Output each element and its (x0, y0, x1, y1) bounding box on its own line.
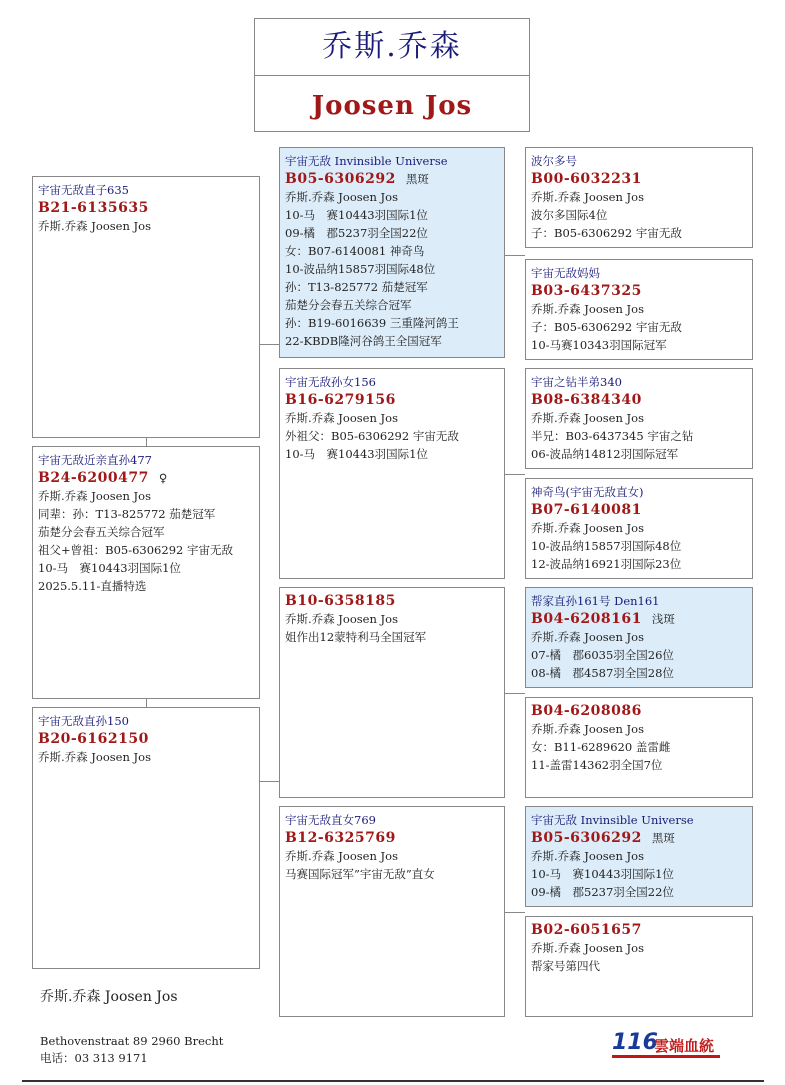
ring-number: B07-6140081 (531, 502, 642, 518)
ring-number-row (531, 391, 747, 409)
logo-underline (612, 1055, 720, 1058)
ring-number: B16-6279156 (285, 392, 396, 408)
connector (504, 474, 525, 475)
pedigree-box-dam (279, 806, 505, 1017)
bird-title: 波尔多号 (531, 154, 577, 168)
ring-number: B20-6162150 (38, 731, 149, 747)
pedigree-box-ggd-4 (525, 478, 753, 579)
connector (259, 781, 279, 782)
connector (504, 693, 525, 694)
bottom-divider (22, 1080, 764, 1082)
bird-detail: 07-橘 郡6035羽全国26位 (531, 648, 674, 662)
bird-detail: 09-橘 郡5237羽全国22位 (285, 226, 428, 240)
bird-detail: 10-马 赛10443羽国际1位 (38, 561, 181, 575)
ring-number-row (531, 610, 747, 628)
bird-detail: 2025.5.11-直播特选 (38, 579, 147, 593)
ring-number: B00-6032231 (531, 171, 642, 187)
bird-detail: 乔斯.乔森 Joosen Jos (531, 521, 644, 535)
pedigree-box-ggd-8 (525, 916, 753, 1017)
ring-suffix: 黑斑 (405, 172, 429, 186)
bird-detail: 11-盖雷14362羽全国7位 (531, 758, 663, 772)
connector (259, 344, 279, 345)
ring-number: B24-6200477 (38, 470, 149, 486)
bird-detail: 06-波品纳14812羽国际冠军 (531, 447, 679, 461)
ring-number-row (285, 391, 499, 409)
bird-title: 宇宙无敌直子635 (38, 183, 129, 197)
bird-detail: 姐作出12蒙特利马全国冠军 (285, 630, 427, 644)
bird-title: 宇宙无敌直女769 (285, 813, 376, 827)
bird-detail: 乔斯.乔森 Joosen Jos (285, 612, 398, 626)
pedigree-box-subject-dam (32, 707, 260, 969)
bird-title: 神奇鸟(宇宙无敌直女) (531, 485, 644, 499)
pedigree-box-ggs-3 (525, 368, 753, 469)
ring-number-row (531, 282, 747, 300)
bird-detail: 波尔多国际4位 (531, 208, 608, 222)
pedigree-box-sire-dam (279, 368, 505, 579)
bird-detail: 女：B11-6289620 盖雷雌 (531, 740, 671, 754)
connector (146, 698, 147, 707)
ring-number: B08-6384340 (531, 392, 642, 408)
header-name-en: Joosen Jos (311, 91, 473, 121)
bird-detail: 乔斯.乔森 Joosen Jos (531, 630, 644, 644)
bird-detail: 子：B05-6306292 宇宙无敌 (531, 320, 682, 334)
ring-number-row (531, 170, 747, 188)
ring-suffix: 黑斑 (651, 831, 675, 845)
bird-detail: 10-马 赛10443羽国际1位 (285, 447, 428, 461)
pedigree-header (254, 18, 530, 132)
bird-detail: 乔斯.乔森 Joosen Jos (285, 411, 398, 425)
bird-detail: 帮家号第四代 (531, 959, 600, 973)
ring-number: B04-6208086 (531, 703, 642, 719)
bird-detail: 乔斯.乔森 Joosen Jos (38, 489, 151, 503)
bird-title: 宇宙无敌直孙150 (38, 714, 129, 728)
bird-detail: 马赛国际冠军”宇宙无敌”直女 (285, 867, 435, 881)
pedigree-box-ggd-2 (525, 259, 753, 360)
ring-number-row (531, 702, 747, 720)
bird-detail: 10-波品纳15857羽国际48位 (531, 539, 682, 553)
ring-number: B04-6208161 (531, 611, 642, 627)
ring-number: B21-6135635 (38, 200, 149, 216)
bird-detail: 08-橘 郡4587羽全国28位 (531, 666, 674, 680)
bird-detail: 乔斯.乔森 Joosen Jos (531, 411, 644, 425)
bird-detail: 10-马赛10343羽国际冠军 (531, 338, 667, 352)
bird-title: 宇宙无敌近亲直孙477 (38, 453, 152, 467)
bird-detail: 10-波品纳15857羽国际48位 (285, 262, 436, 276)
bird-detail: 乔斯.乔森 Joosen Jos (531, 849, 644, 863)
pedigree-box-subject-sire (32, 176, 260, 438)
bird-detail: 乔斯.乔森 Joosen Jos (38, 750, 151, 764)
ring-number: B05-6306292 (531, 830, 642, 846)
bird-detail: 孙：B19-6016639 三重隆河鸽王 (285, 316, 459, 330)
pedigree-box-ggs-7 (525, 806, 753, 907)
pedigree-box-ggs-1 (525, 147, 753, 248)
bird-detail: 女：B07-6140081 神奇鸟 (285, 244, 425, 258)
owner-phone: 电话：03 313 9171 (40, 1051, 148, 1065)
ring-number-row (531, 829, 747, 847)
ring-number-row (531, 501, 747, 519)
bird-title: 宇宙之钻半弟340 (531, 375, 622, 389)
bird-detail: 12-波品纳16921羽国际23位 (531, 557, 682, 571)
bird-title: 宇宙无敌 Invinsible Universe (531, 813, 694, 827)
ring-number: B02-6051657 (531, 922, 642, 938)
pedigree-box-dam-sire (279, 587, 505, 798)
ring-number-row (285, 170, 499, 188)
bird-detail: 乔斯.乔森 Joosen Jos (285, 849, 398, 863)
ring-number: B12-6325769 (285, 830, 396, 846)
bird-title: 帮家直孙161号 Den161 (531, 594, 660, 608)
bird-detail: 乔斯.乔森 Joosen Jos (38, 219, 151, 233)
bird-detail: 09-橘 郡5237羽全国22位 (531, 885, 674, 899)
bird-detail: 乔斯.乔森 Joosen Jos (531, 722, 644, 736)
ring-number-row (38, 199, 254, 217)
bird-detail: 22-KBDB隆河谷鸽王全国冠军 (285, 334, 442, 348)
bird-detail: 同辈：孙：T13-825772 茄楚冠军 (38, 507, 216, 521)
ring-suffix: 浅斑 (651, 612, 675, 626)
owner-address: Bethovenstraat 89 2960 Brecht (40, 1034, 224, 1048)
connector (146, 437, 147, 446)
ring-number-row (38, 469, 254, 487)
ring-suffix: ♀ (158, 471, 168, 485)
bird-detail: 茄楚分会春五关综合冠军 (38, 525, 165, 539)
ring-number-row (531, 921, 747, 939)
bird-detail: 孙：T13-825772 茄楚冠军 (285, 280, 428, 294)
ring-number-row (285, 829, 499, 847)
connector (504, 912, 525, 913)
ring-number: B03-6437325 (531, 283, 642, 299)
bird-title: 宇宙无敌孙女156 (285, 375, 376, 389)
bird-detail: 10-马 赛10443羽国际1位 (285, 208, 428, 222)
bird-detail: 祖父+曾祖：B05-6306292 宇宙无敌 (38, 543, 233, 557)
ring-number-row (285, 592, 499, 610)
bird-title: 宇宙无敌妈妈 (531, 266, 600, 280)
connector (504, 255, 525, 256)
bird-detail: 乔斯.乔森 Joosen Jos (285, 190, 398, 204)
ring-number: B10-6358185 (285, 593, 396, 609)
bird-detail: 外祖父：B05-6306292 宇宙无敌 (285, 429, 459, 443)
pedigree-box-sire (279, 147, 505, 358)
bird-detail: 半兄：B03-6437345 宇宙之钻 (531, 429, 694, 443)
owner-contact (40, 1033, 223, 1067)
bird-title: 宇宙无敌 Invinsible Universe (285, 154, 448, 168)
logo-number: 116 (612, 1030, 658, 1055)
ring-number-row (38, 730, 254, 748)
bird-detail: 乔斯.乔森 Joosen Jos (531, 190, 644, 204)
owner-name: 乔斯.乔森 Joosen Jos (40, 989, 178, 1005)
bird-detail: 10-马 赛10443羽国际1位 (531, 867, 674, 881)
logo-text: 雲端血統 (654, 1037, 715, 1055)
pedigree-box-ggd-6 (525, 697, 753, 798)
pedigree-box-subject-mid (32, 446, 260, 699)
header-name-cn: 乔斯.乔森 (255, 19, 529, 76)
bird-detail: 子：B05-6306292 宇宙无敌 (531, 226, 682, 240)
bird-detail: 茄楚分会春五关综合冠军 (285, 298, 412, 312)
bird-detail: 乔斯.乔森 Joosen Jos (531, 302, 644, 316)
pedigree-box-ggs-5 (525, 587, 753, 688)
brand-logo (612, 1030, 722, 1058)
ring-number: B05-6306292 (285, 171, 396, 187)
bird-detail: 乔斯.乔森 Joosen Jos (531, 941, 644, 955)
